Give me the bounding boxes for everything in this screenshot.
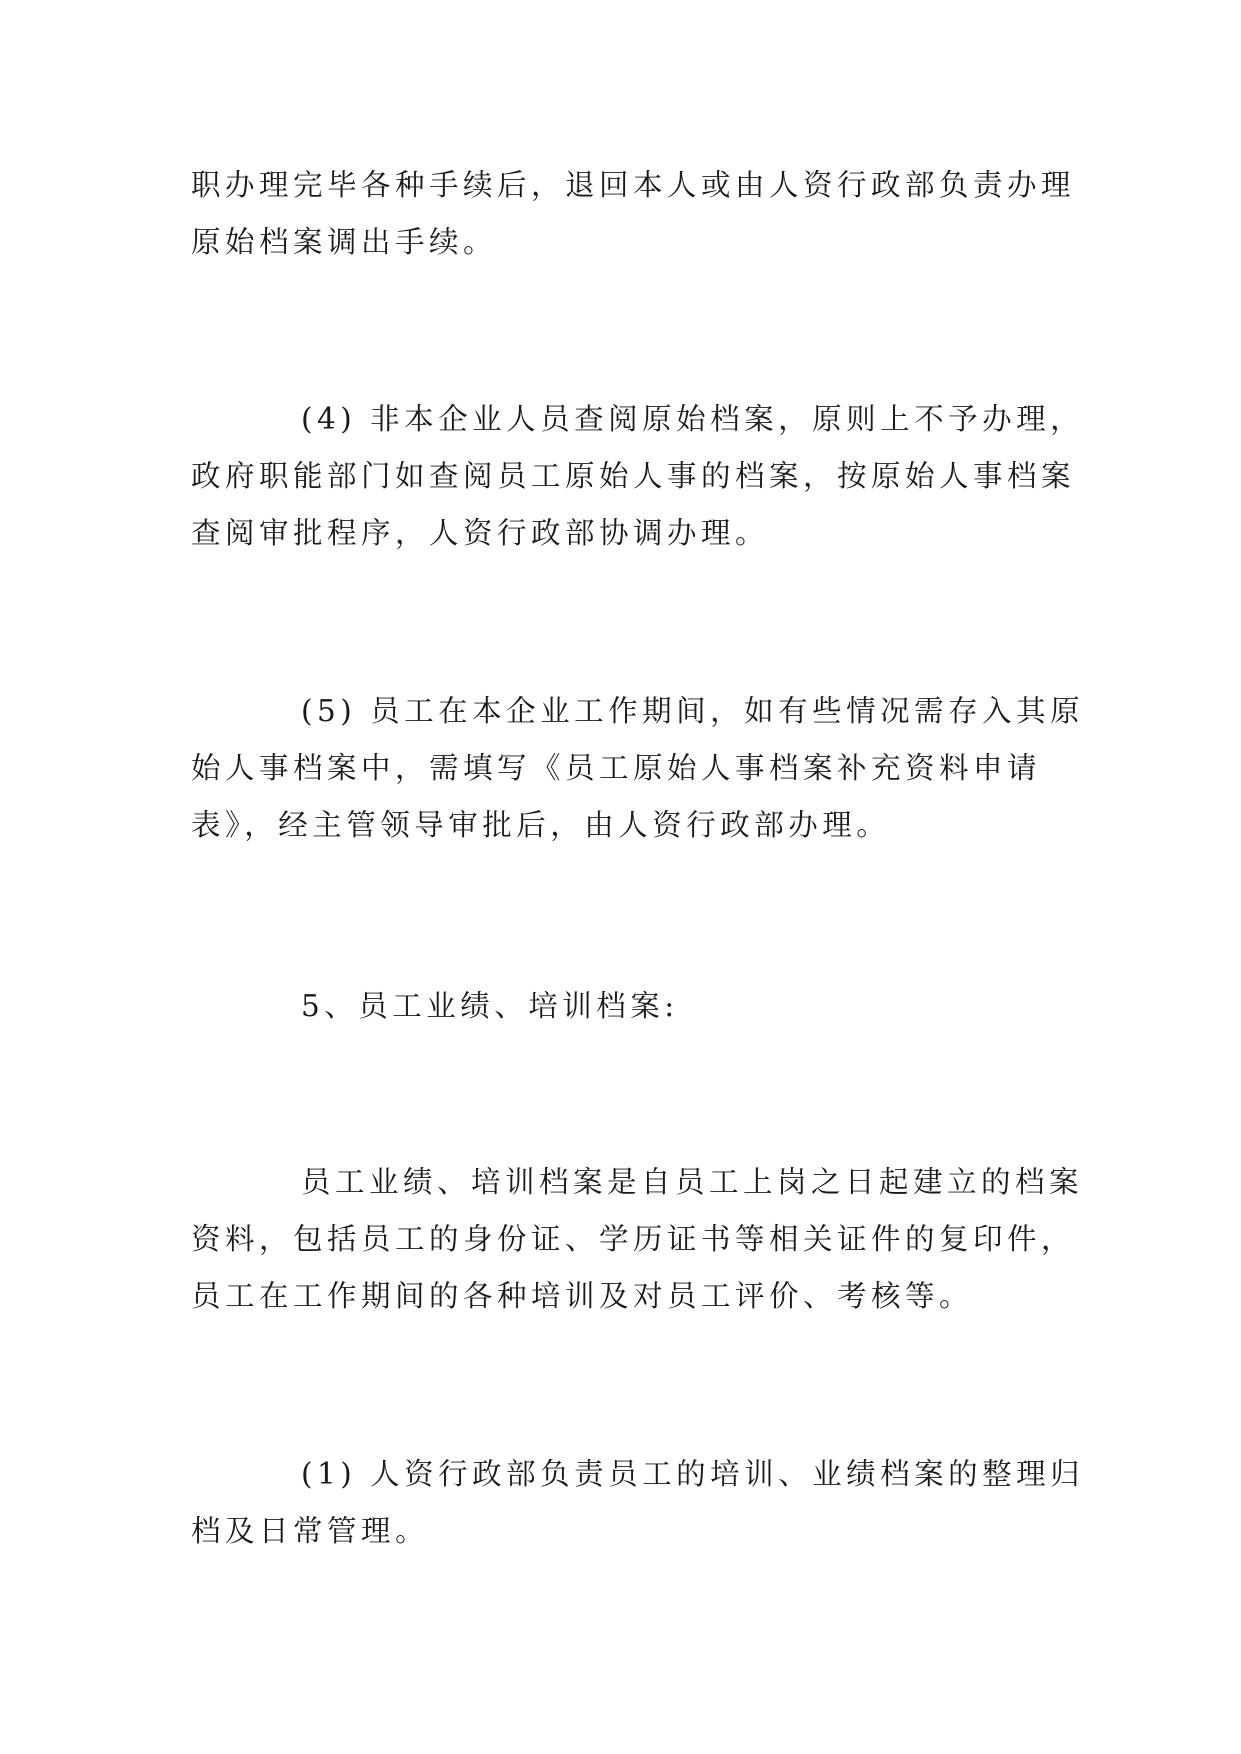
text-line: 政府职能部门如查阅员工原始人事的档案，按原始人事档案 — [191, 459, 1076, 493]
text-line: 表》，经主管领导审批后，由人资行政部办理。 — [191, 808, 891, 842]
text-line: 档及日常管理。 — [191, 1514, 430, 1548]
text-line: (4) 非本企业人员查阅原始档案，原则上不予办理， — [301, 402, 1085, 436]
paragraph-continuation-archive-return — [191, 157, 1076, 271]
paragraph-item-1-archive-management — [191, 1446, 1085, 1560]
section-heading-performance-training-archive — [191, 978, 1061, 1035]
text-line: (1) 人资行政部负责员工的培训、业绩档案的整理归 — [301, 1457, 1085, 1491]
paragraph-archive-definition — [191, 1154, 1084, 1325]
text-line: (5) 员工在本企业工作期间，如有些情况需存入其原 — [301, 694, 1085, 728]
paragraph-item-5-supplementary-materials — [191, 683, 1085, 854]
text-line: 始人事档案中，需填写《员工原始人事档案补充资料申请 — [191, 751, 1042, 785]
text-line: 员工在工作期间的各种培训及对员工评价、考核等。 — [191, 1279, 974, 1313]
text-line: 资料，包括员工的身份证、学历证书等相关证件的复印件， — [191, 1222, 1076, 1256]
text-line: 原始档案调出手续。 — [191, 225, 498, 259]
text-line: 员工业绩、培训档案是自员工上岗之日起建立的档案 — [301, 1165, 1084, 1199]
text-line: 职办理完毕各种手续后，退回本人或由人资行政部负责办理 — [191, 168, 1076, 202]
paragraph-item-4-outside-access — [191, 391, 1085, 562]
text-line: 查阅审批程序，人资行政部协调办理。 — [191, 516, 770, 550]
section-heading: 5、员工业绩、培训档案: — [301, 989, 679, 1023]
